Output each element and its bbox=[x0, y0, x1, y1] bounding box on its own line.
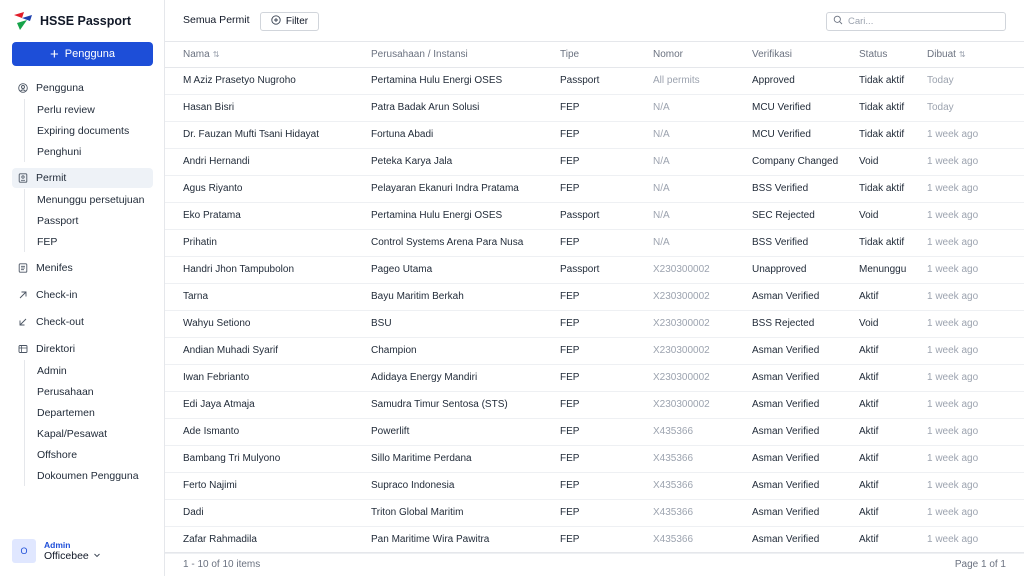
cell-nama: Dadi bbox=[165, 499, 371, 526]
cell-nama: Zafar Rahmadila bbox=[165, 526, 371, 553]
id-card-icon bbox=[18, 173, 28, 183]
sub-expiring-documents[interactable]: Expiring documents bbox=[37, 124, 130, 137]
cell-dibuat: 1 week ago bbox=[927, 283, 1024, 310]
cell-verifikasi: BSS Rejected bbox=[752, 310, 859, 337]
table-row[interactable] bbox=[165, 364, 1024, 391]
cell-status: Aktif bbox=[859, 526, 927, 553]
cell-perusahaan: Pelayaran Ekanuri Indra Pratama bbox=[371, 175, 560, 202]
cell-perusahaan: Triton Global Maritim bbox=[371, 499, 560, 526]
cell-status: Tidak aktif bbox=[859, 175, 927, 202]
cell-nomor: N/A bbox=[653, 121, 752, 148]
table-row[interactable] bbox=[165, 67, 1024, 94]
cell-nama: Andian Muhadi Syarif bbox=[165, 337, 371, 364]
cell-verifikasi: BSS Verified bbox=[752, 175, 859, 202]
filter-label: Filter bbox=[285, 16, 309, 27]
cell-dibuat: Today bbox=[927, 94, 1024, 121]
cell-nomor: X435366 bbox=[653, 418, 752, 445]
cell-nama: Edi Jaya Atmaja bbox=[165, 391, 371, 418]
nav-check-out[interactable] bbox=[12, 312, 153, 332]
sub-penghuni[interactable]: Penghuni bbox=[37, 145, 82, 158]
cell-perusahaan: Powerlift bbox=[371, 418, 560, 445]
cell-verifikasi: Asman Verified bbox=[752, 337, 859, 364]
filter-button[interactable] bbox=[260, 12, 319, 31]
cell-dibuat: 1 week ago bbox=[927, 364, 1024, 391]
nav-menifes[interactable] bbox=[12, 258, 153, 278]
table-footer bbox=[165, 552, 1024, 576]
page-title: Semua Permit bbox=[183, 14, 250, 26]
cell-perusahaan: BSU bbox=[371, 310, 560, 337]
cell-perusahaan: Pan Maritime Wira Pawitra bbox=[371, 526, 560, 553]
cell-nama: Agus Riyanto bbox=[165, 175, 371, 202]
column-header-tipe: Tipe bbox=[560, 42, 653, 67]
cell-tipe: FEP bbox=[560, 526, 653, 553]
sort-icon: ⇅ bbox=[212, 49, 220, 59]
cell-verifikasi: Asman Verified bbox=[752, 499, 859, 526]
cell-nama: Ade Ismanto bbox=[165, 418, 371, 445]
cell-status: Aktif bbox=[859, 445, 927, 472]
cell-perusahaan: Patra Badak Arun Solusi bbox=[371, 94, 560, 121]
cell-nomor: N/A bbox=[653, 202, 752, 229]
pengguna-submenu bbox=[24, 99, 129, 162]
nav-label: Menifes bbox=[36, 262, 73, 274]
cell-nama: Iwan Febrianto bbox=[165, 364, 371, 391]
cell-status: Tidak aktif bbox=[859, 121, 927, 148]
cell-nama: Ferto Najimi bbox=[165, 472, 371, 499]
cell-tipe: FEP bbox=[560, 472, 653, 499]
list-icon bbox=[18, 263, 28, 273]
table-body bbox=[165, 67, 1024, 553]
brand-name: HSSE Passport bbox=[40, 14, 132, 28]
cell-nomor: X435366 bbox=[653, 472, 752, 499]
cell-nomor: X230300002 bbox=[653, 364, 752, 391]
cell-status: Aktif bbox=[859, 499, 927, 526]
nav-check-in[interactable] bbox=[12, 285, 153, 305]
cell-tipe: Passport bbox=[560, 67, 653, 94]
cell-verifikasi: Asman Verified bbox=[752, 418, 859, 445]
table-row[interactable] bbox=[165, 148, 1024, 175]
table-header-row bbox=[165, 42, 1024, 67]
direktori-submenu bbox=[24, 360, 139, 486]
nav-pengguna[interactable] bbox=[12, 78, 153, 98]
sub-passport[interactable]: Passport bbox=[37, 214, 79, 227]
cell-perusahaan: Fortuna Abadi bbox=[371, 121, 560, 148]
cell-nama: Hasan Bisri bbox=[165, 94, 371, 121]
cell-tipe: FEP bbox=[560, 391, 653, 418]
cell-dibuat: 1 week ago bbox=[927, 202, 1024, 229]
column-header-perusahaan: Perusahaan / Instansi bbox=[371, 42, 560, 67]
table-row[interactable] bbox=[165, 445, 1024, 472]
sub-perusahaan[interactable]: Perusahaan bbox=[37, 385, 94, 398]
cell-perusahaan: Pertamina Hulu Energi OSES bbox=[371, 67, 560, 94]
cell-verifikasi: Asman Verified bbox=[752, 472, 859, 499]
cell-nomor: X435366 bbox=[653, 526, 752, 553]
column-header-verifikasi: Verifikasi bbox=[752, 42, 859, 67]
nav-label: Check-in bbox=[36, 289, 78, 301]
column-header-nomor: Nomor bbox=[653, 42, 752, 67]
cell-nama: Prihatin bbox=[165, 229, 371, 256]
cell-nomor: X230300002 bbox=[653, 283, 752, 310]
cell-nama: Dr. Fauzan Mufti Tsani Hidayat bbox=[165, 121, 371, 148]
cell-nomor: X435366 bbox=[653, 445, 752, 472]
cell-status: Tidak aktif bbox=[859, 67, 927, 94]
sub-departemen[interactable]: Departemen bbox=[37, 406, 95, 419]
cell-nomor: N/A bbox=[653, 148, 752, 175]
cell-tipe: FEP bbox=[560, 310, 653, 337]
nav-label: Pengguna bbox=[36, 82, 84, 94]
cell-nomor: All permits bbox=[653, 67, 752, 94]
cell-verifikasi: SEC Rejected bbox=[752, 202, 859, 229]
sort-icon: ⇅ bbox=[958, 49, 966, 59]
cell-verifikasi: MCU Verified bbox=[752, 94, 859, 121]
cell-status: Aktif bbox=[859, 418, 927, 445]
cell-verifikasi: Asman Verified bbox=[752, 526, 859, 553]
avatar: O bbox=[12, 539, 36, 563]
topbar bbox=[165, 0, 1024, 42]
cell-dibuat: 1 week ago bbox=[927, 526, 1024, 553]
sub-admin[interactable]: Admin bbox=[37, 364, 67, 377]
cell-nama: Handri Jhon Tampubolon bbox=[165, 256, 371, 283]
cell-tipe: Passport bbox=[560, 202, 653, 229]
table-row[interactable] bbox=[165, 472, 1024, 499]
cell-perusahaan: Samudra Timur Sentosa (STS) bbox=[371, 391, 560, 418]
cell-nama: Wahyu Setiono bbox=[165, 310, 371, 337]
user-circle-icon bbox=[18, 83, 28, 93]
cell-tipe: FEP bbox=[560, 175, 653, 202]
cell-tipe: FEP bbox=[560, 364, 653, 391]
cell-dibuat: 1 week ago bbox=[927, 148, 1024, 175]
search-icon bbox=[833, 15, 843, 28]
sidebar bbox=[0, 0, 165, 576]
table-row[interactable] bbox=[165, 310, 1024, 337]
cell-perusahaan: Pertamina Hulu Energi OSES bbox=[371, 202, 560, 229]
cell-status: Aktif bbox=[859, 364, 927, 391]
cell-dibuat: Today bbox=[927, 67, 1024, 94]
arrow-down-left-icon bbox=[18, 317, 28, 327]
cell-nomor: N/A bbox=[653, 94, 752, 121]
filter-plus-icon bbox=[271, 15, 281, 28]
cell-verifikasi: BSS Verified bbox=[752, 229, 859, 256]
permit-table bbox=[165, 42, 1024, 554]
cell-dibuat: 1 week ago bbox=[927, 445, 1024, 472]
cell-status: Void bbox=[859, 310, 927, 337]
sub-dokumen-pengguna[interactable]: Dokoumen Pengguna bbox=[37, 469, 139, 482]
cell-status: Aktif bbox=[859, 283, 927, 310]
cell-nomor: X230300002 bbox=[653, 256, 752, 283]
cell-tipe: FEP bbox=[560, 148, 653, 175]
add-user-button[interactable] bbox=[12, 42, 153, 66]
cell-status: Void bbox=[859, 202, 927, 229]
cell-perusahaan: Pageo Utama bbox=[371, 256, 560, 283]
cell-perusahaan: Control Systems Arena Para Nusa bbox=[371, 229, 560, 256]
sub-perlu-review[interactable]: Perlu review bbox=[37, 103, 95, 116]
plus-icon: + bbox=[50, 45, 59, 63]
cell-verifikasi: Approved bbox=[752, 67, 859, 94]
cell-dibuat: 1 week ago bbox=[927, 391, 1024, 418]
cell-verifikasi: Company Changed bbox=[752, 148, 859, 175]
cell-tipe: FEP bbox=[560, 121, 653, 148]
user-role: Admin bbox=[44, 540, 71, 550]
brand-logo-icon bbox=[12, 11, 34, 31]
cell-status: Aktif bbox=[859, 337, 927, 364]
cell-status: Aktif bbox=[859, 391, 927, 418]
cell-nama: Andri Hernandi bbox=[165, 148, 371, 175]
cell-verifikasi: Asman Verified bbox=[752, 364, 859, 391]
cell-nomor: N/A bbox=[653, 229, 752, 256]
table-row[interactable] bbox=[165, 337, 1024, 364]
search-box[interactable] bbox=[826, 12, 1006, 31]
cell-dibuat: 1 week ago bbox=[927, 175, 1024, 202]
cell-nomor: X230300002 bbox=[653, 391, 752, 418]
cell-nomor: N/A bbox=[653, 175, 752, 202]
cell-dibuat: 1 week ago bbox=[927, 499, 1024, 526]
cell-dibuat: 1 week ago bbox=[927, 472, 1024, 499]
cell-tipe: FEP bbox=[560, 337, 653, 364]
brand[interactable] bbox=[12, 11, 131, 31]
cell-perusahaan: Supraco Indonesia bbox=[371, 472, 560, 499]
cell-verifikasi: Asman Verified bbox=[752, 391, 859, 418]
item-count: 1 - 10 of 10 items bbox=[183, 559, 261, 570]
cell-nama: Eko Pratama bbox=[165, 202, 371, 229]
cell-status: Tidak aktif bbox=[859, 229, 927, 256]
cell-status: Tidak aktif bbox=[859, 94, 927, 121]
nav-label: Check-out bbox=[36, 316, 84, 328]
cell-tipe: FEP bbox=[560, 499, 653, 526]
cell-perusahaan: Champion bbox=[371, 337, 560, 364]
cell-tipe: FEP bbox=[560, 445, 653, 472]
cell-tipe: FEP bbox=[560, 418, 653, 445]
cell-dibuat: 1 week ago bbox=[927, 229, 1024, 256]
permit-submenu bbox=[24, 189, 144, 252]
table-row[interactable] bbox=[165, 526, 1024, 553]
sub-offshore[interactable]: Offshore bbox=[37, 448, 78, 461]
pagination: Page 1 of 1 bbox=[954, 559, 1006, 570]
user-org: Officebee bbox=[44, 550, 89, 562]
cell-nama: Bambang Tri Mulyono bbox=[165, 445, 371, 472]
table-row[interactable] bbox=[165, 283, 1024, 310]
user-menu[interactable] bbox=[12, 539, 101, 563]
sub-kapal-pesawat[interactable]: Kapal/Pesawat bbox=[37, 427, 108, 440]
column-header-nama[interactable]: Nama ⇅ bbox=[165, 42, 371, 67]
cell-dibuat: 1 week ago bbox=[927, 121, 1024, 148]
cell-tipe: FEP bbox=[560, 283, 653, 310]
table-row[interactable] bbox=[165, 202, 1024, 229]
table-row[interactable] bbox=[165, 418, 1024, 445]
cell-dibuat: 1 week ago bbox=[927, 337, 1024, 364]
table-row[interactable] bbox=[165, 94, 1024, 121]
cell-tipe: FEP bbox=[560, 229, 653, 256]
cell-status: Void bbox=[859, 148, 927, 175]
cell-perusahaan: Peteka Karya Jala bbox=[371, 148, 560, 175]
cell-nomor: X230300002 bbox=[653, 310, 752, 337]
table-row[interactable] bbox=[165, 391, 1024, 418]
user-org-row bbox=[44, 550, 101, 562]
cell-verifikasi: Asman Verified bbox=[752, 445, 859, 472]
table-row[interactable] bbox=[165, 121, 1024, 148]
cell-verifikasi: MCU Verified bbox=[752, 121, 859, 148]
table-row[interactable] bbox=[165, 175, 1024, 202]
cell-perusahaan: Sillo Maritime Perdana bbox=[371, 445, 560, 472]
sub-fep[interactable]: FEP bbox=[37, 235, 58, 248]
table-row[interactable] bbox=[165, 499, 1024, 526]
cell-dibuat: 1 week ago bbox=[927, 418, 1024, 445]
nav-direktori[interactable] bbox=[12, 339, 153, 359]
table-row[interactable] bbox=[165, 229, 1024, 256]
column-header-dibuat[interactable]: Dibuat ⇅ bbox=[927, 42, 1024, 67]
cell-perusahaan: Adidaya Energy Mandiri bbox=[371, 364, 560, 391]
cell-perusahaan: Bayu Maritim Berkah bbox=[371, 283, 560, 310]
cell-verifikasi: Unapproved bbox=[752, 256, 859, 283]
cell-nomor: X435366 bbox=[653, 499, 752, 526]
chevron-down-icon bbox=[93, 550, 101, 562]
nav-label: Permit bbox=[36, 172, 67, 184]
column-header-status: Status bbox=[859, 42, 927, 67]
cell-status: Menunggu bbox=[859, 256, 927, 283]
arrow-up-right-icon bbox=[18, 290, 28, 300]
cell-verifikasi: Asman Verified bbox=[752, 283, 859, 310]
nav-label: Direktori bbox=[36, 343, 76, 355]
search-input[interactable] bbox=[848, 16, 998, 27]
cell-status: Aktif bbox=[859, 472, 927, 499]
cell-dibuat: 1 week ago bbox=[927, 256, 1024, 283]
cell-nomor: X230300002 bbox=[653, 337, 752, 364]
nav-permit[interactable] bbox=[12, 168, 153, 188]
cell-nama: M Aziz Prasetyo Nugroho bbox=[165, 67, 371, 94]
table-row[interactable] bbox=[165, 256, 1024, 283]
add-user-label: Pengguna bbox=[64, 48, 115, 60]
cell-dibuat: 1 week ago bbox=[927, 310, 1024, 337]
cell-tipe: Passport bbox=[560, 256, 653, 283]
sub-menunggu-persetujuan[interactable]: Menunggu persetujuan bbox=[37, 193, 145, 206]
folder-icon bbox=[18, 344, 28, 354]
cell-nama: Tarna bbox=[165, 283, 371, 310]
cell-tipe: FEP bbox=[560, 94, 653, 121]
